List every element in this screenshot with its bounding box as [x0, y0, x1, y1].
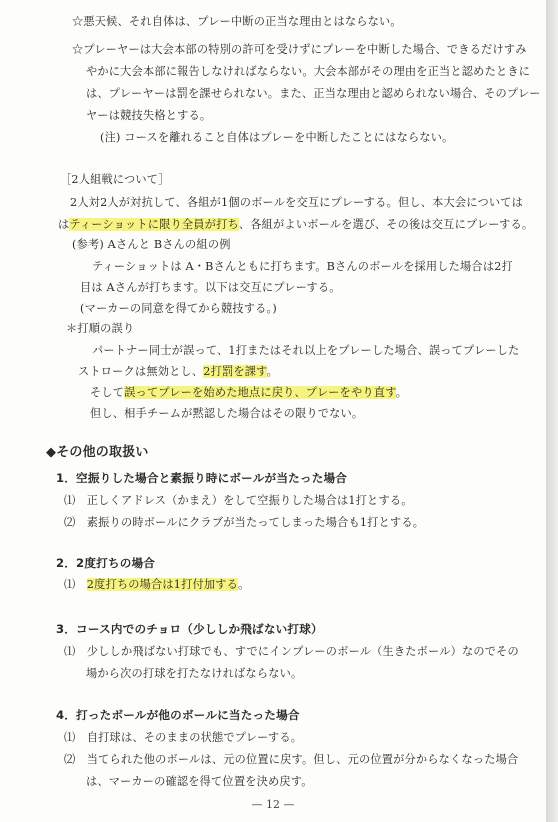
highlighted-text: 誤ってプレーを始めた地点に戻り、プレーをやり直す [124, 386, 396, 399]
text-line [78, 364, 278, 380]
list-item: ⑵ 当てられた他のボールは、元の位置に戻す。但し、元の位置が分からなくなった場合 [64, 753, 519, 766]
list-item: ⑴ 自打球は、そのままの状態でプレーする。 [64, 731, 303, 744]
text-run: 、各組がよいボールを選び、その後は交互にプレーする。 [238, 218, 534, 231]
text-line: ヤーは競技失格とする。 [86, 109, 212, 122]
text-line: 但し、相手チームが黙認した場合はその限りでない。 [90, 407, 364, 420]
text-line: ☆悪天候、それ自体は、プレー中断の正当な理由とはならない。 [72, 15, 402, 28]
text-line: 目は Aさんが打ちます。以下は交互にプレーする。 [80, 281, 341, 294]
text-line: やかに大会本部に報告しなければならない。大会本部がその理由を正当と認めたときに [86, 65, 531, 78]
text-line: (マーカーの同意を得てから競技する。) [80, 302, 277, 315]
subsection-heading: 4．打ったボールが他のボールに当たった場合 [56, 708, 300, 722]
list-item: は、マーカーの確認を得て位置を決め戻す。 [86, 775, 313, 788]
list-item: ⑴ 少ししか飛ばない打球でも、すでにインプレーのボール（生きたボール）なのでその [64, 645, 519, 658]
text-run: そして [90, 386, 125, 399]
subsection-heading: 2．2度打ちの場合 [56, 556, 156, 570]
list-item: ⑴ 正しくアドレス（かまえ）をして空振りした場合は1打とする。 [64, 494, 413, 507]
text-line: ☆プレーヤーは大会本部の特別の許可を受けずにプレーを中断した場合、できるだけすみ [72, 43, 527, 56]
text-run: ⑴ [64, 578, 87, 591]
text-run: 。 [238, 578, 250, 591]
highlighted-text: 2打罰を課す [203, 365, 267, 378]
text-line: ティーショットは A・Bさんともに打ちます。Bさんのボールを採用した場合は2打 [92, 260, 513, 273]
text-line: (参考) Aさんと Bさんの組の例 [72, 238, 231, 251]
text-line [90, 385, 407, 401]
list-item: 場から次の打球を打たなければならない。 [86, 667, 303, 680]
text-line: 2人対2人が対抗して、各組が1個のボールを交互にプレーする。但し、本大会については [70, 196, 524, 209]
page-edge [546, 0, 558, 822]
list-item: ⑵ 素振りの時ボールにクラブが当たってしまった場合も1打とする。 [64, 516, 425, 529]
section-heading: ◆その他の取扱い [46, 445, 149, 460]
text-line: パートナー同士が誤って、1打またはそれ以上をプレーした場合、誤ってプレーした [92, 344, 520, 357]
text-run: 。 [266, 365, 279, 378]
highlighted-text: 2度打ちの場合は1打付加する [86, 578, 239, 591]
page-number: — 12 — [251, 798, 295, 811]
subsection-heading: 3．コース内でのチョロ（少ししか飛ばない打球） [56, 622, 323, 636]
note-line: (注) コースを離れること自体はプレーを中断したことにはならない。 [100, 131, 454, 144]
text-line: は、プレーヤーは罰を課せられない。また、正当な理由と認められない場合、そのプレー [86, 87, 541, 100]
text-line: ＊打順の誤り [66, 322, 135, 335]
highlighted-text: ティーショットに限り全員が打ち [69, 218, 239, 231]
subsection-heading: 1．空振りした場合と素振り時にボールが当たった場合 [56, 471, 348, 485]
list-item [64, 577, 249, 593]
text-run: 。 [395, 386, 408, 399]
text-run: は [58, 218, 70, 231]
text-run: ストロークは無効とし、 [78, 365, 204, 378]
section-heading: ［2人組戦について］ [60, 173, 170, 186]
text-line [58, 217, 533, 233]
